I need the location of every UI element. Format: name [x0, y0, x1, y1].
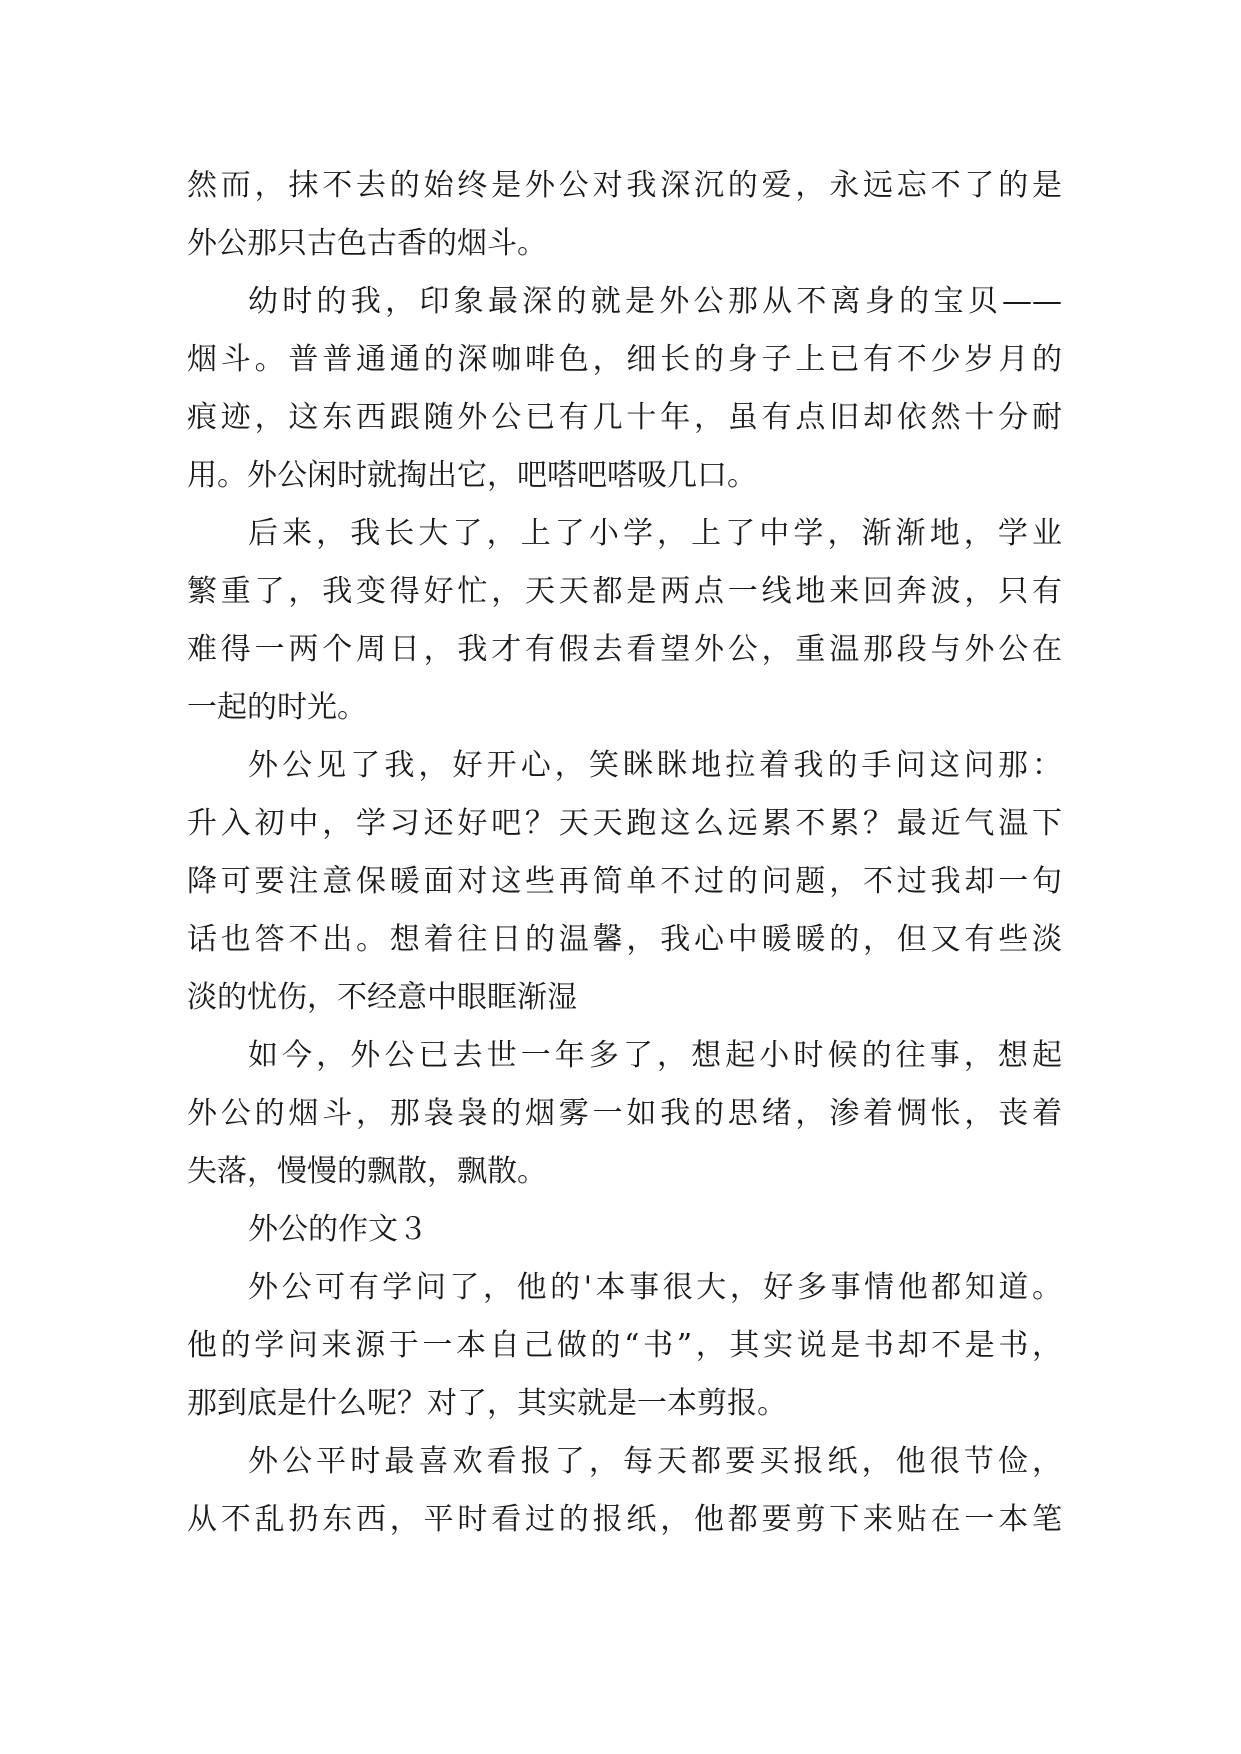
text-line: 淡的忧伤，不经意中眼眶渐湿 — [187, 980, 577, 1015]
text-line: 外公那只古色古香的烟斗。 — [187, 226, 547, 261]
text-line: 难得一两个周日，我才有假去看望外公，重温那段与外公在 — [187, 632, 1062, 667]
text-line: 用。外公闲时就掏出它，吧嗒吧嗒吸几口。 — [187, 458, 757, 493]
text-line: 失落，慢慢的飘散，飘散。 — [187, 1154, 547, 1189]
text-line: 外公见了我，好开心，笑眯眯地拉着我的手问这问那： — [248, 748, 1062, 783]
section-heading: 外公的作文３ — [248, 1212, 428, 1247]
text-line: 他的学问来源于一本自己做的“书”，其实说是书却不是书， — [187, 1328, 1062, 1363]
text-line: 外公可有学问了，他的'本事很大，好多事情他都知道。 — [248, 1270, 1062, 1305]
text-line: 一起的时光。 — [187, 690, 367, 725]
text-line: 话也答不出。想着往日的温馨，我心中暖暖的，但又有些淡 — [187, 922, 1062, 957]
text-line: 繁重了，我变得好忙，天天都是两点一线地来回奔波，只有 — [187, 574, 1062, 609]
text-line: 升入初中，学习还好吧？天天跑这么远累不累？最近气温下 — [187, 806, 1062, 841]
text-line: 后来，我长大了，上了小学，上了中学，渐渐地，学业 — [248, 516, 1062, 551]
text-line: 外公的烟斗，那袅袅的烟雾一如我的思绪，渗着惆怅，丧着 — [187, 1096, 1062, 1131]
text-line: 幼时的我，印象最深的就是外公那从不离身的宝贝—— — [248, 284, 1062, 319]
text-line: 痕迹，这东西跟随外公已有几十年，虽有点旧却依然十分耐 — [187, 400, 1062, 435]
text-line: 那到底是什么呢？对了，其实就是一本剪报。 — [187, 1386, 787, 1421]
text-line: 外公平时最喜欢看报了，每天都要买报纸，他很节俭， — [248, 1444, 1062, 1479]
text-line: 然而，抹不去的始终是外公对我深沉的爱，永远忘不了的是 — [187, 168, 1062, 203]
text-line: 如今，外公已去世一年多了，想起小时候的往事，想起 — [248, 1038, 1062, 1073]
text-line: 烟斗。普普通通的深咖啡色，细长的身子上已有不少岁月的 — [187, 342, 1062, 377]
text-line: 降可要注意保暖面对这些再简单不过的问题，不过我却一句 — [187, 864, 1062, 899]
text-line: 从不乱扔东西，平时看过的报纸，他都要剪下来贴在一本笔 — [187, 1502, 1062, 1537]
document-body — [187, 157, 1062, 1549]
